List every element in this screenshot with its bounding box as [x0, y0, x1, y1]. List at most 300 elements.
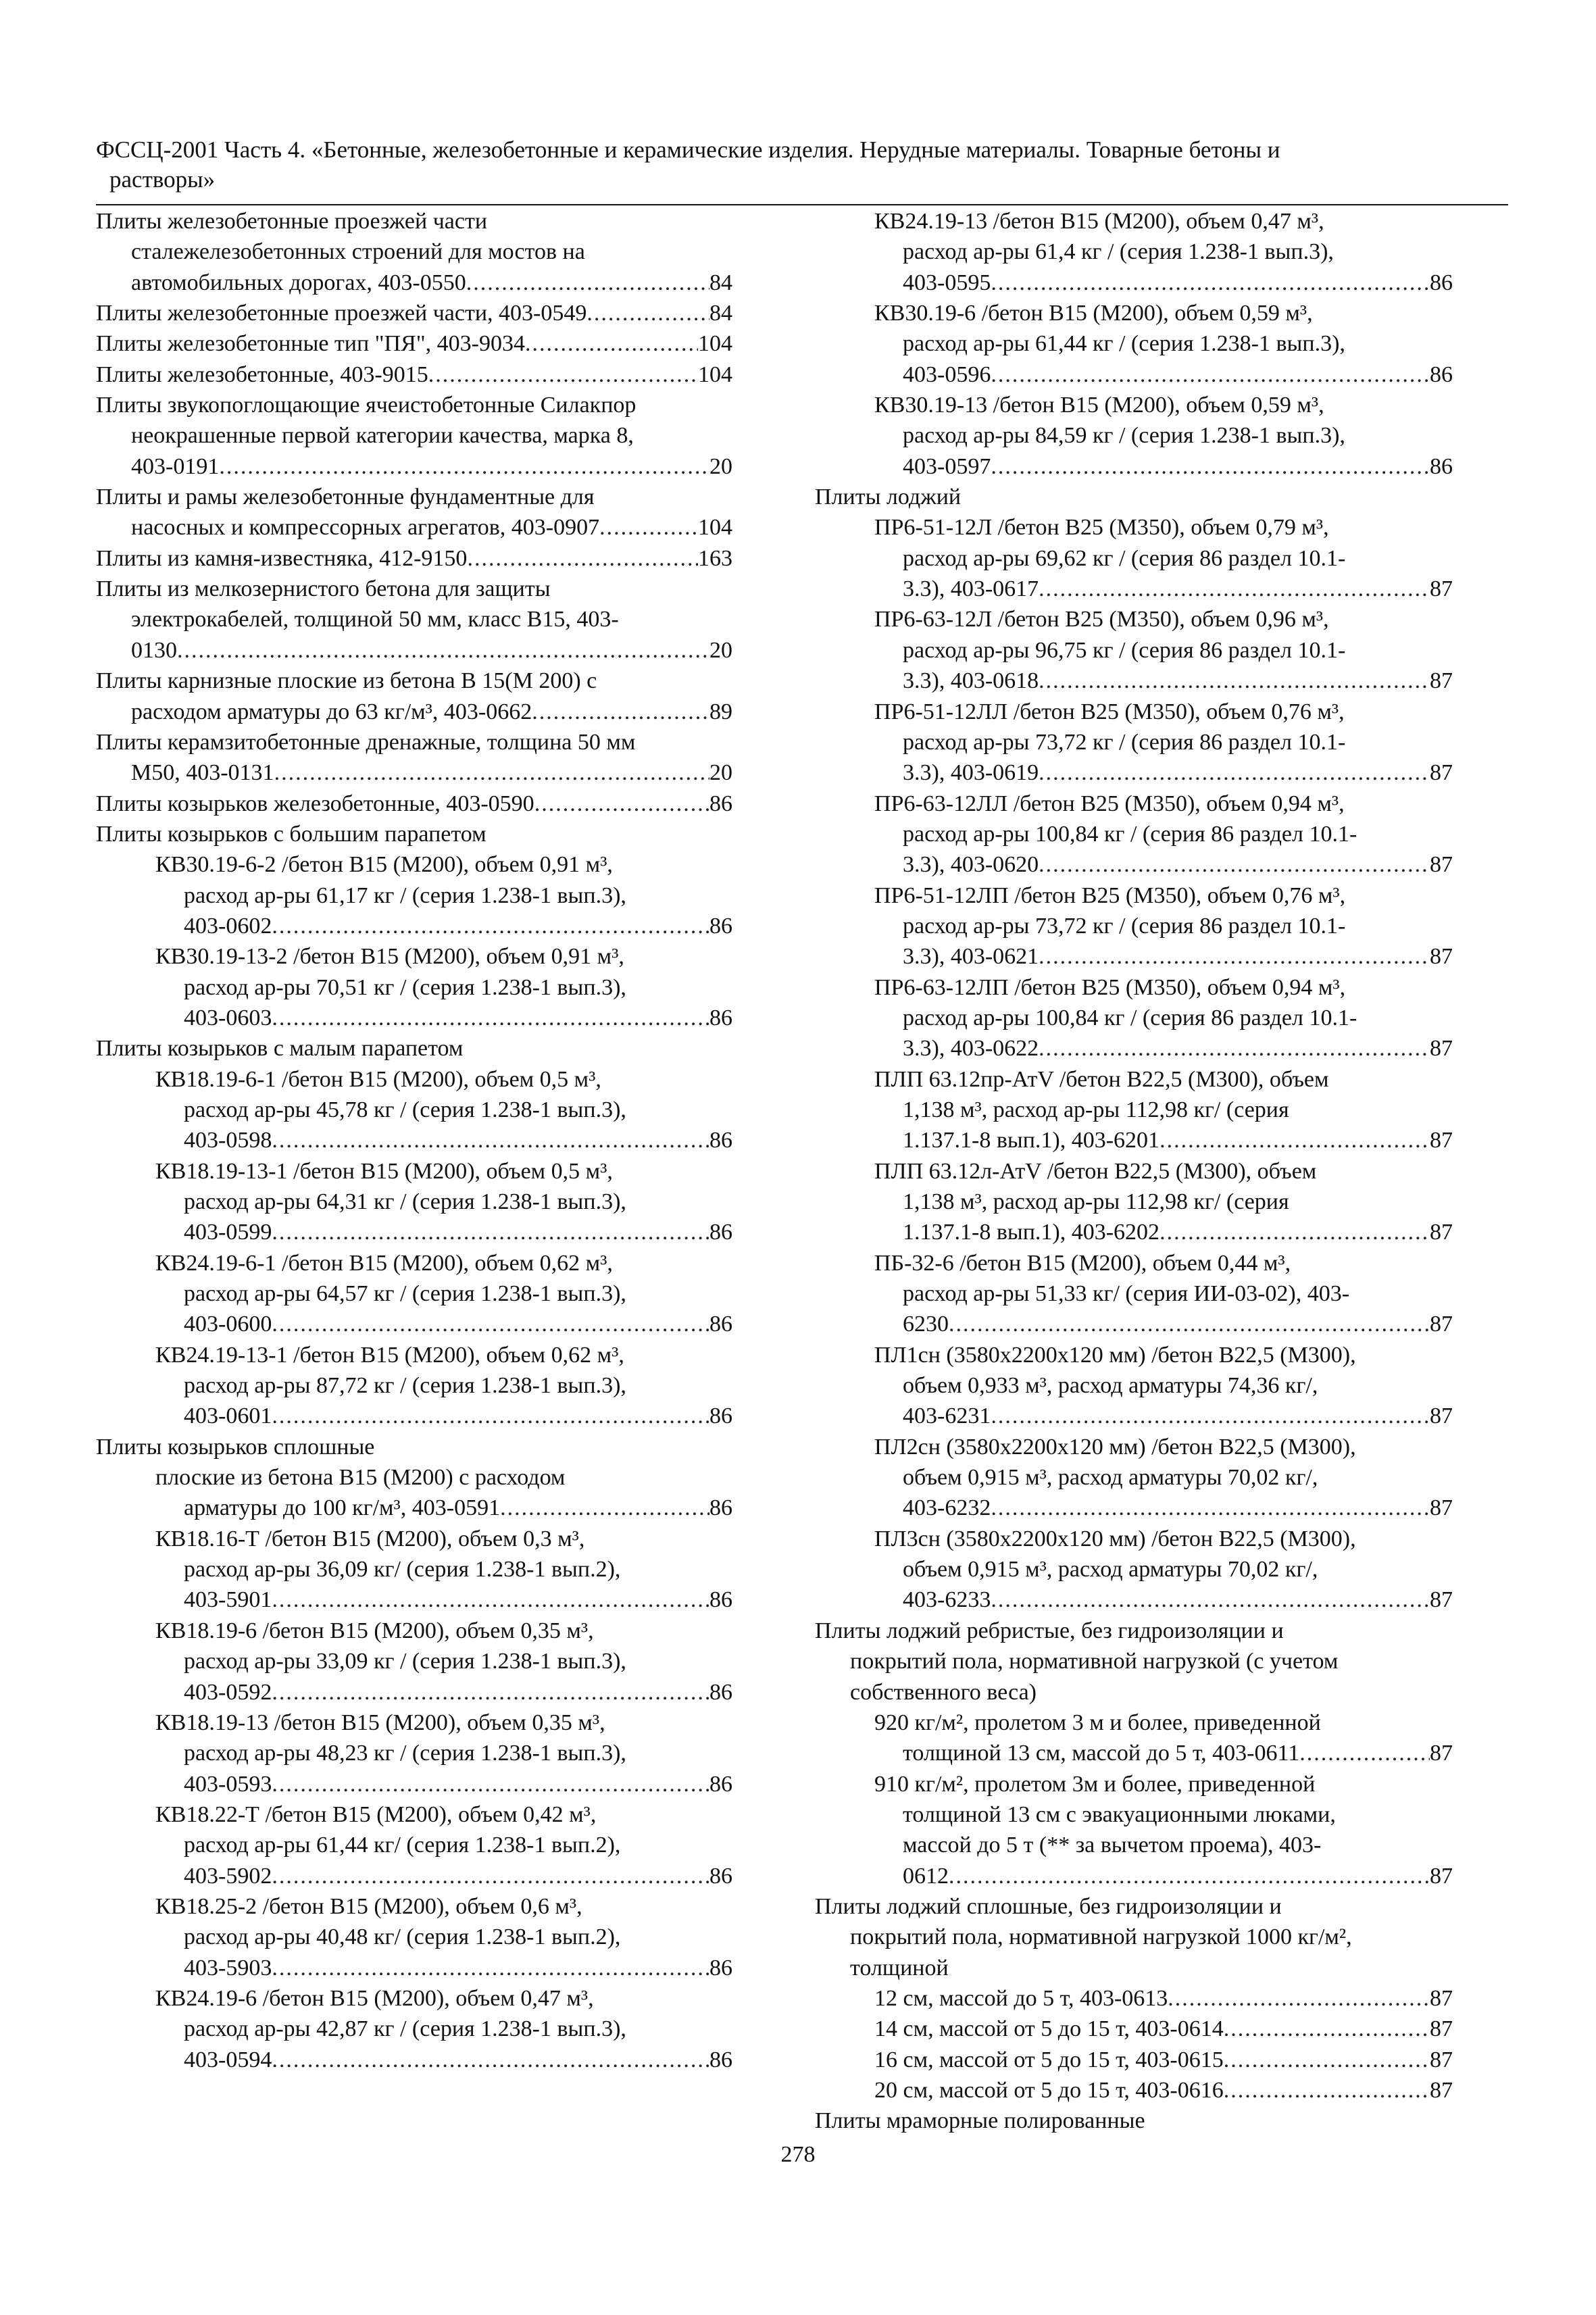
index-entry-text: ПР6-51-12ЛЛ /бетон В25 (М350), объем 0,76 м³,: [874, 699, 1345, 724]
index-entry: [96, 1340, 732, 1432]
index-entry-text: неокрашенные первой категории качества, марка 8,: [131, 423, 634, 449]
dot-leader: [949, 1309, 1430, 1339]
index-entry-text: КВ18.19-6-1 /бетон В15 (М200), объем 0,5 м³,: [155, 1066, 601, 1092]
index-entry-text: расход ар-ры 100,84 кг / (серия 86 раздел 10.1-: [903, 1005, 1357, 1030]
index-entry-line: [815, 941, 1453, 972]
index-entry-line: [96, 482, 732, 512]
index-entry-text: 403-0602: [184, 913, 272, 939]
index-entry-line: [815, 880, 1453, 911]
index-entry: [815, 789, 1453, 880]
index-entry: [815, 298, 1453, 390]
index-entry-line: [96, 604, 732, 634]
index-page-ref: 87: [1430, 1985, 1453, 2011]
dot-leader: [177, 635, 709, 666]
index-entry-text: автомобильных дорогах, 403-0550: [131, 270, 466, 295]
index-entry-line: [96, 666, 732, 696]
index-entry-line: [815, 482, 1453, 512]
dot-leader: [272, 1677, 709, 1708]
index-page-ref: 87: [1430, 1312, 1453, 1337]
index-entry-text: 1,138 м³, расход ар-ры 112,98 кг/ (серия: [903, 1189, 1289, 1214]
index-entry: [96, 1616, 732, 1708]
index-entry-text: собственного веса): [850, 1679, 1037, 1705]
index-page-ref: 163: [698, 545, 732, 571]
dot-leader: [1039, 757, 1430, 788]
index-entry-text: электрокабелей, толщиной 50 мм, класс В15, 403-: [131, 607, 619, 632]
index-page-ref: 20: [709, 760, 732, 786]
index-entry-text: ПР6-51-12ЛП /бетон В25 (М350), объем 0,76 м³,: [874, 882, 1346, 908]
index-entry-text: расход ар-ры 84,59 кг / (серия 1.238-1 вып.3),: [903, 423, 1345, 449]
index-entry-line: [96, 1462, 732, 1493]
index-entry-text: расход ар-ры 61,44 кг / (серия 1.238-1 вып.3),: [903, 331, 1345, 357]
dot-leader: [272, 1769, 709, 1799]
index-entry-line: [815, 1095, 1453, 1125]
dot-leader: [991, 268, 1430, 298]
index-entry: [815, 1156, 1453, 1248]
index-entry-line: [96, 206, 732, 237]
dot-leader: [599, 512, 698, 543]
index-entry: [815, 390, 1453, 482]
dot-leader: [1039, 941, 1430, 972]
index-entry-line: [96, 1432, 732, 1462]
index-entry-line: [96, 697, 732, 727]
index-entry-line: [96, 1524, 732, 1554]
index-entry-text: объем 0,933 м³, расход арматуры 74,36 кг/,: [903, 1373, 1318, 1399]
index-entry-line: [815, 1953, 1453, 1983]
index-entry-line: [96, 1064, 732, 1095]
index-entry-text: 3.3), 403-0619: [903, 760, 1039, 786]
index-entry-text: расход ар-ры 42,87 кг / (серия 1.238-1 вып.3),: [184, 2016, 626, 2042]
index-page-ref: 87: [1430, 1128, 1453, 1153]
index-entry-text: КВ18.22-Т /бетон В15 (М200), объем 0,42 м³,: [155, 1801, 597, 1827]
index-entry-text: плоские из бетона В15 (М200) с расходом: [155, 1465, 566, 1491]
index-entry-line: [96, 2045, 732, 2075]
index-entry: [96, 666, 732, 727]
dot-leader: [991, 1401, 1430, 1431]
index-entry-line: [815, 268, 1453, 298]
index-entry-line: [96, 2014, 732, 2044]
index-entry-line: [815, 1799, 1453, 1830]
index-entry-line: [96, 757, 732, 788]
index-entry-line: [815, 1708, 1453, 1738]
index-entry-text: покрытий пола, нормативной нагрузкой 1000 кг/м²,: [850, 1924, 1352, 1950]
index-entry-text: КВ24.19-13 /бетон В15 (М200), объем 0,47 м³,: [874, 209, 1324, 234]
index-entry-line: [96, 1003, 732, 1033]
index-entry-text: 920 кг/м², пролетом 3 м и более, приведенной: [874, 1710, 1321, 1735]
index-entry-line: [815, 635, 1453, 666]
index-entry-text: 403-0596: [903, 362, 991, 387]
index-page-ref: 86: [709, 791, 732, 816]
index-entry-text: расход ар-ры 51,33 кг/ (серия ИИ-03-02), 403-: [903, 1281, 1350, 1307]
index-entry-line: [96, 1983, 732, 2014]
index-entry-line: [96, 543, 732, 574]
dot-leader: [272, 1003, 709, 1033]
index-page-ref: 87: [1430, 2077, 1453, 2103]
index-entry-line: [815, 2075, 1453, 2106]
index-entry: [815, 972, 1453, 1064]
index-page-ref: 86: [1430, 270, 1453, 295]
dot-leader: [274, 757, 709, 788]
index-entry-line: [96, 237, 732, 267]
index-entry-line: [96, 1769, 732, 1799]
index-entry-text: расход ар-ры 40,48 кг/ (серия 1.238-1 вып.2),: [184, 1924, 621, 1950]
dot-leader: [272, 1217, 709, 1247]
index-entry-text: ПЛ1сн (3580х2200х120 мм) /бетон В22,5 (М300),: [874, 1342, 1356, 1368]
index-entry: [815, 880, 1453, 972]
index-entry-text: Плиты керамзитобетонные дренажные, толщина 50 мм: [96, 729, 636, 755]
index-entry-text: 403-0601: [184, 1403, 272, 1429]
index-entry: [96, 1983, 732, 2075]
index-entry-line: [815, 1033, 1453, 1064]
index-entry-line: [96, 911, 732, 941]
index-entry-line: [96, 819, 732, 849]
index-entry-text: 403-0594: [184, 2047, 272, 2072]
right-index-column: [815, 206, 1453, 2137]
dot-leader: [466, 268, 709, 298]
index-entry-line: [815, 819, 1453, 849]
index-entry-line: [96, 420, 732, 451]
index-entry-text: массой до 5 т (** за вычетом проема), 403-: [903, 1833, 1322, 1858]
index-entry: [96, 298, 732, 328]
index-page-ref: 87: [1430, 944, 1453, 970]
index-entry-line: [96, 1187, 732, 1217]
index-entry-line: [96, 1616, 732, 1646]
dot-leader: [991, 451, 1430, 482]
index-entry-line: [96, 1554, 732, 1585]
index-entry: [96, 789, 732, 819]
dot-leader: [1039, 849, 1430, 880]
dot-leader: [1039, 1033, 1430, 1064]
index-entry-line: [96, 1585, 732, 1615]
index-entry: [815, 1983, 1453, 2014]
index-page-ref: 86: [709, 1495, 732, 1521]
index-entry-text: КВ18.19-13-1 /бетон В15 (М200), объем 0,5 м³,: [155, 1158, 613, 1184]
index-page-ref: 86: [709, 1403, 732, 1429]
index-entry-line: [815, 1401, 1453, 1431]
index-entry-text: 20 см, массой от 5 до 15 т, 403-0616: [874, 2077, 1224, 2103]
index-page-ref: 87: [1430, 760, 1453, 786]
dot-leader: [500, 1493, 709, 1523]
dot-leader: [1159, 1125, 1430, 1155]
index-entry-line: [96, 1033, 732, 1064]
index-entry-text: 403-6233: [903, 1587, 991, 1613]
index-entry-text: ПР6-63-12ЛЛ /бетон В25 (М350), объем 0,94 м³,: [874, 791, 1345, 816]
dot-leader: [587, 298, 709, 328]
index-page-ref: 86: [709, 1587, 732, 1613]
index-entry-line: [815, 237, 1453, 267]
index-entry: [96, 1708, 732, 1799]
index-entry-text: 1.137.1-8 вып.1), 403-6202: [903, 1220, 1160, 1245]
dot-leader: [1039, 666, 1430, 696]
index-entry-text: М50, 403-0131: [131, 760, 274, 786]
index-page-ref: 84: [709, 301, 732, 326]
index-entry-line: [96, 1156, 732, 1187]
index-entry-text: КВ18.19-13 /бетон В15 (М200), объем 0,35 м³,: [155, 1710, 605, 1735]
index-entry-line: [815, 697, 1453, 727]
index-page-ref: 87: [1430, 668, 1453, 694]
dot-leader: [467, 543, 698, 574]
index-entry-line: [96, 1830, 732, 1860]
index-entry-line: [96, 635, 732, 666]
index-entry-text: арматуры до 100 кг/м³, 403-0591: [184, 1495, 501, 1521]
index-entry-text: Плиты козырьков с большим парапетом: [96, 821, 487, 847]
index-entry-text: 3.3), 403-0620: [903, 852, 1039, 878]
index-page-ref: 87: [1430, 2047, 1453, 2072]
index-entry: [96, 819, 732, 849]
index-entry-text: КВ30.19-13 /бетон В15 (М200), объем 0,59 м³,: [874, 393, 1324, 418]
index-entry-text: КВ30.19-6 /бетон В15 (М200), объем 0,59 м³,: [874, 301, 1313, 326]
index-entry-text: ПЛ2сн (3580х2200х120 мм) /бетон В22,5 (М300),: [874, 1434, 1356, 1460]
index-entry-text: толщиной: [850, 1955, 949, 1981]
index-page-ref: 86: [709, 2047, 732, 2072]
dot-leader: [428, 359, 698, 390]
index-entry: [96, 206, 732, 298]
index-entry-text: 403-0603: [184, 1005, 272, 1030]
index-entry-text: 3.3), 403-0622: [903, 1036, 1039, 1062]
dot-leader: [272, 1125, 709, 1155]
index-entry: [96, 1156, 732, 1248]
index-entry-text: ПР6-63-12ЛП /бетон В25 (М350), объем 0,94 м³,: [874, 974, 1346, 1000]
index-entry-text: расход ар-ры 33,09 кг / (серия 1.238-1 вып.3),: [184, 1649, 626, 1674]
index-entry-text: 403-0592: [184, 1679, 272, 1705]
index-entry: [815, 2014, 1453, 2044]
index-entry-line: [815, 1646, 1453, 1676]
index-entry-line: [815, 2014, 1453, 2044]
index-entry-line: [815, 972, 1453, 1003]
index-entry-text: 403-5903: [184, 1955, 272, 1981]
index-entry-line: [96, 1248, 732, 1278]
dot-leader: [1224, 2075, 1430, 2106]
index-entry-line: [96, 451, 732, 482]
dot-leader: [991, 1493, 1430, 1523]
index-page-ref: 20: [709, 637, 732, 663]
index-entry-line: [96, 1953, 732, 1983]
index-entry-text: 1.137.1-8 вып.1), 403-6201: [903, 1128, 1160, 1153]
index-page-ref: 104: [698, 362, 732, 387]
index-entry-line: [815, 727, 1453, 757]
index-entry: [815, 1248, 1453, 1340]
index-entry-text: КВ18.19-6 /бетон В15 (М200), объем 0,35 м³,: [155, 1618, 594, 1643]
index-entry-line: [815, 543, 1453, 574]
index-entry-text: 403-0598: [184, 1128, 272, 1153]
index-entry-text: расход ар-ры 100,84 кг / (серия 86 раздел 10.1-: [903, 821, 1357, 847]
dot-leader: [272, 1401, 709, 1431]
index-entry-line: [815, 1616, 1453, 1646]
index-page-ref: 84: [709, 270, 732, 295]
index-entry-line: [96, 1217, 732, 1247]
index-entry-line: [96, 1095, 732, 1125]
index-entry-line: [815, 1830, 1453, 1860]
index-entry-line: [96, 1861, 732, 1891]
index-entry-text: 14 см, массой от 5 до 15 т, 403-0614: [874, 2016, 1224, 2042]
index-entry: [815, 2106, 1453, 2136]
index-entry-text: 403-5901: [184, 1587, 272, 1613]
index-entry: [96, 1432, 732, 1462]
index-entry-text: расход ар-ры 73,72 кг / (серия 86 раздел 10.1-: [903, 729, 1346, 755]
index-entry-line: [815, 757, 1453, 788]
index-page-ref: 104: [698, 331, 732, 357]
index-entry-line: [815, 789, 1453, 819]
index-entry-text: Плиты железобетонные проезжей части, 403-0549: [96, 301, 587, 326]
dot-leader: [1159, 1217, 1430, 1247]
index-page-ref: 87: [1430, 1036, 1453, 1062]
index-entry-line: [815, 451, 1453, 482]
index-entry-text: расход ар-ры 69,62 кг / (серия 86 раздел 10.1-: [903, 545, 1346, 571]
index-page-ref: 86: [709, 1679, 732, 1705]
index-entry-line: [96, 1738, 732, 1768]
index-entry-text: 12 см, массой до 5 т, 403-0613: [874, 1985, 1168, 2011]
index-entry-text: Плиты лоджий сплошные, без гидроизоляции и: [815, 1893, 1282, 1919]
index-page-ref: 86: [709, 1863, 732, 1889]
index-entry-text: 403-0599: [184, 1220, 272, 1245]
index-entry-text: Плиты железобетонные, 403-9015: [96, 362, 428, 387]
index-entry-line: [96, 1922, 732, 1952]
dot-leader: [272, 1953, 709, 1983]
dot-leader: [219, 451, 709, 482]
index-entry: [815, 512, 1453, 604]
header-line-2: растворы»: [109, 166, 216, 193]
index-entry-line: [815, 1769, 1453, 1799]
index-page-ref: 87: [1430, 1220, 1453, 1245]
index-entry-text: 403-6232: [903, 1495, 991, 1521]
index-entry: [96, 574, 732, 666]
index-entry-line: [815, 1064, 1453, 1095]
index-entry-line: [815, 1370, 1453, 1401]
index-page-ref: 86: [709, 1220, 732, 1245]
index-entry-line: [815, 512, 1453, 543]
index-entry-text: расход ар-ры 48,23 кг / (серия 1.238-1 вып.3),: [184, 1741, 626, 1766]
index-entry-line: [815, 1462, 1453, 1493]
index-entry-line: [815, 1677, 1453, 1708]
dot-leader: [949, 1861, 1430, 1891]
index-entry-line: [815, 2045, 1453, 2075]
index-entry: [815, 697, 1453, 789]
index-page-ref: 86: [1430, 453, 1453, 479]
index-entry: [96, 328, 732, 359]
dot-leader: [272, 911, 709, 941]
index-entry-line: [96, 390, 732, 420]
index-entry-text: 0612: [903, 1863, 949, 1889]
index-entry-text: расход ар-ры 45,78 кг / (серия 1.238-1 вып.3),: [184, 1097, 626, 1122]
index-entry-line: [815, 328, 1453, 359]
index-entry: [815, 1524, 1453, 1616]
index-entry-text: Плиты козырьков сплошные: [96, 1434, 375, 1460]
index-entry-line: [96, 1891, 732, 1922]
index-entry-line: [815, 1432, 1453, 1462]
index-entry: [815, 1432, 1453, 1524]
index-entry: [815, 1769, 1453, 1891]
index-entry-text: 3.3), 403-0621: [903, 944, 1039, 970]
index-entry-line: [815, 298, 1453, 328]
index-page-ref: 86: [709, 913, 732, 939]
index-entry-text: Плиты козырьков железобетонные, 403-0590: [96, 791, 534, 816]
running-header: [96, 135, 1508, 195]
dot-leader: [272, 1861, 709, 1891]
index-entry-line: [815, 666, 1453, 696]
index-entry-text: КВ30.19-6-2 /бетон В15 (М200), объем 0,91 м³,: [155, 852, 613, 878]
dot-leader: [991, 1585, 1430, 1615]
index-page-ref: 87: [1430, 1403, 1453, 1429]
index-entry-text: расход ар-ры 61,17 кг / (серия 1.238-1 вып.3),: [184, 882, 626, 908]
index-entry-line: [815, 1003, 1453, 1033]
dot-leader: [272, 1585, 709, 1615]
index-page-ref: 86: [709, 1312, 732, 1337]
index-entry-text: 3.3), 403-0618: [903, 668, 1039, 694]
index-entry-line: [815, 1125, 1453, 1155]
index-entry-line: [96, 1493, 732, 1523]
index-entry-text: 403-0191: [131, 453, 220, 479]
index-entry: [96, 482, 732, 543]
index-entry-text: 403-6231: [903, 1403, 991, 1429]
index-entry-line: [815, 1340, 1453, 1370]
index-entry-line: [815, 911, 1453, 941]
index-entry-text: 403-5902: [184, 1863, 272, 1889]
dot-leader: [272, 1309, 709, 1339]
index-entry: [96, 1064, 732, 1156]
index-entry-text: 0130: [131, 637, 177, 663]
dot-leader: [1224, 2014, 1430, 2044]
index-page-ref: 87: [1430, 2016, 1453, 2042]
index-entry-text: ПР6-63-12Л /бетон В25 (М350), объем 0,96 м³,: [874, 607, 1329, 632]
index-entry-line: [96, 298, 732, 328]
index-entry-text: 910 кг/м², пролетом 3м и более, приведенной: [874, 1771, 1316, 1797]
index-entry-text: КВ24.19-6-1 /бетон В15 (М200), объем 0,62 м³,: [155, 1250, 613, 1276]
index-entry-line: [815, 849, 1453, 880]
index-entry-line: [96, 574, 732, 604]
index-page-ref: 20: [709, 453, 732, 479]
header-line-1: ФССЦ-2001 Часть 4. «Бетонные, железобетонные и керамические изделия. Нерудные материалы. Товарные бетоны и: [96, 136, 1280, 163]
index-entry-line: [815, 1524, 1453, 1554]
index-entry-text: КВ30.19-13-2 /бетон В15 (М200), объем 0,91 м³,: [155, 944, 624, 970]
index-entry: [815, 1616, 1453, 1708]
index-entry-text: Плиты и рамы железобетонные фундаментные для: [96, 484, 595, 510]
index-page-ref: 87: [1430, 1741, 1453, 1766]
index-entry-text: Плиты лоджий ребристые, без гидроизоляции и: [815, 1618, 1284, 1643]
index-entry-line: [815, 1738, 1453, 1768]
index-entry-line: [96, 880, 732, 911]
index-page-ref: 89: [709, 699, 732, 724]
index-entry-line: [96, 1646, 732, 1676]
index-entry-text: КВ24.19-6 /бетон В15 (М200), объем 0,47 м³,: [155, 1985, 594, 2011]
index-entry-text: ПБ-32-6 /бетон В15 (М200), объем 0,44 м³,: [874, 1250, 1291, 1276]
index-entry-text: расходом арматуры до 63 кг/м³, 403-0662: [131, 699, 532, 724]
index-entry-text: 403-0593: [184, 1771, 272, 1797]
index-entry-line: [815, 1156, 1453, 1187]
index-entry-text: объем 0,915 м³, расход арматуры 70,02 кг/,: [903, 1465, 1318, 1491]
index-page-ref: 86: [709, 1955, 732, 1981]
index-entry: [96, 1524, 732, 1616]
index-entry: [96, 1462, 732, 1524]
index-entry-text: толщиной 13 см, массой до 5 т, 403-0611: [903, 1741, 1300, 1766]
index-entry-text: сталежелезобетонных строений для мостов на: [131, 239, 585, 265]
index-entry-text: КВ24.19-13-1 /бетон В15 (М200), объем 0,62 м³,: [155, 1342, 624, 1368]
index-entry-text: 403-0597: [903, 453, 991, 479]
index-entry-text: насосных и компрессорных агрегатов, 403-0907: [131, 515, 600, 541]
index-entry-line: [815, 420, 1453, 451]
index-page-ref: 87: [1430, 852, 1453, 878]
index-entry-line: [96, 789, 732, 819]
index-entry-text: расход ар-ры 64,31 кг / (серия 1.238-1 вып.3),: [184, 1189, 626, 1214]
index-entry-line: [815, 604, 1453, 634]
dot-leader: [1224, 2045, 1430, 2075]
index-entry: [96, 941, 732, 1033]
index-entry-text: покрытий пола, нормативной нагрузкой (с учетом: [850, 1649, 1339, 1674]
index-entry-line: [96, 849, 732, 880]
dot-leader: [1039, 574, 1430, 604]
index-entry-line: [815, 390, 1453, 420]
index-entry-text: ПР6-51-12Л /бетон В25 (М350), объем 0,79 м³,: [874, 515, 1329, 541]
index-entry: [96, 1799, 732, 1891]
dot-leader: [272, 2045, 709, 2075]
